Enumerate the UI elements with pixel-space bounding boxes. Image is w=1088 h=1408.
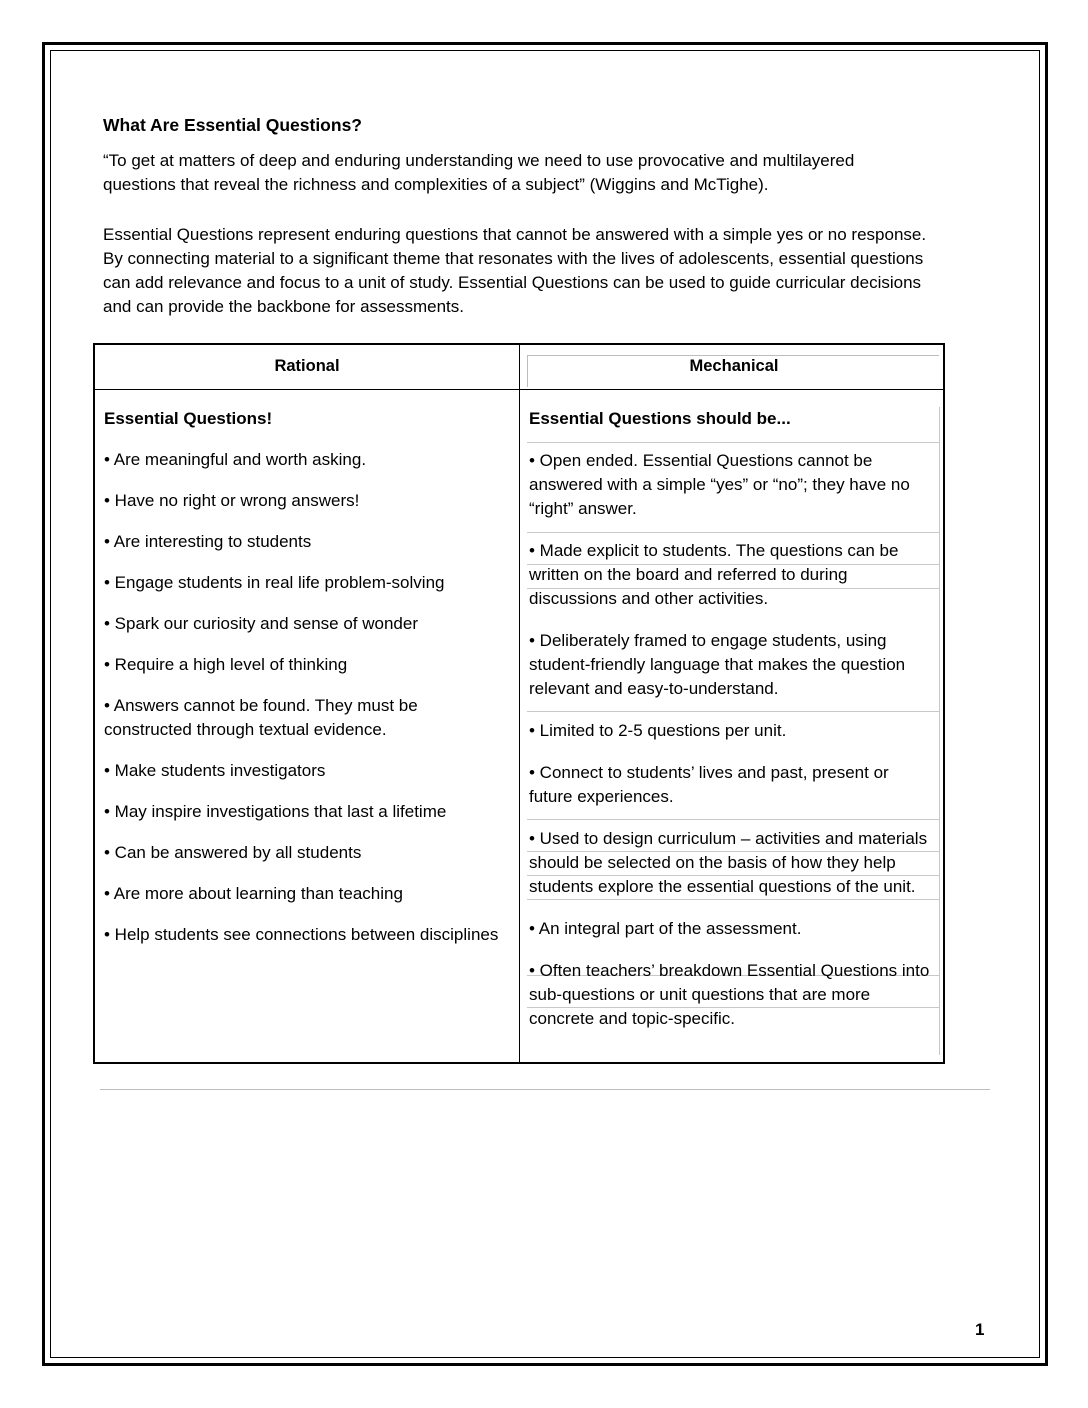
mechanical-item: • Limited to 2-5 questions per unit.: [529, 721, 787, 740]
rational-item: • May inspire investigations that last a lifetime: [104, 802, 447, 821]
rational-item: • Make students investigators: [104, 761, 326, 780]
mechanical-right-edge: [939, 407, 940, 1055]
rational-item: • Can be answered by all students: [104, 843, 362, 862]
rational-column-header: Rational: [274, 357, 340, 375]
rational-item: • Help students see connections between disciplines: [104, 925, 499, 944]
rational-subheading: Essential Questions!: [104, 409, 273, 428]
mechanical-item: • Deliberately framed to engage students, using student-friendly language that makes the question relevant and easy-to-understand.: [529, 631, 906, 698]
mechanical-item: • Open ended. Essential Questions cannot be answered with a simple “yes” or “no”; they have no “right” answer.: [529, 451, 910, 518]
rational-item: • Engage students in real life problem-solving: [104, 573, 445, 592]
rational-item: • Are meaningful and worth asking.: [104, 450, 367, 469]
comparison-table: [93, 343, 945, 1064]
rational-item: • Spark our curiosity and sense of wonder: [104, 614, 419, 633]
mechanical-subheading: Essential Questions should be...: [529, 409, 791, 428]
rational-item: • Answers cannot be found. They must be constructed through textual evidence.: [104, 696, 418, 739]
rational-item: • Are more about learning than teaching: [104, 884, 403, 903]
rational-item: • Are interesting to students: [104, 532, 312, 551]
intro-paragraph: [103, 223, 983, 319]
mechanical-item: • Used to design curriculum – activities and materials should be selected on the basis of how they help students explore the essential questions of the unit.: [529, 829, 928, 896]
mechanical-item: • Often teachers’ breakdown Essential Questions into sub-questions or unit questions that are more concrete and topic-specific.: [529, 961, 930, 1028]
intro-line: By connecting material to a significant theme that resonates with the lives of adolescents, essential questions: [103, 249, 924, 268]
intro-line: can add relevance and focus to a unit of study. Essential Questions can be used to guide curricular decisions: [103, 273, 922, 292]
mechanical-column: [529, 407, 935, 1049]
footer-rule: [100, 1089, 990, 1090]
mechanical-item: • An integral part of the assessment.: [529, 919, 802, 938]
page-number: 1: [975, 1320, 985, 1339]
intro-line: and can provide the backbone for assessments.: [103, 297, 464, 316]
quote-line: questions that reveal the richness and complexities of a subject” (Wiggins and McTighe).: [103, 175, 769, 194]
rational-item: • Require a high level of thinking: [104, 655, 348, 674]
mechanical-item: • Made explicit to students. The questions can be written on the board and referred to during discussions and other activities.: [529, 541, 899, 608]
rational-item: • Have no right or wrong answers!: [104, 491, 360, 510]
quote-paragraph: [103, 149, 983, 197]
mechanical-item: • Connect to students’ lives and past, present or future experiences.: [529, 763, 889, 806]
column-divider: [519, 345, 520, 1062]
rational-column: [104, 407, 504, 964]
quote-line: “To get at matters of deep and enduring understanding we need to use provocative and multilayered: [103, 151, 855, 170]
intro-line: Essential Questions represent enduring questions that cannot be answered with a simple yes or no response.: [103, 225, 927, 244]
page-title: What Are Essential Questions?: [103, 115, 362, 135]
mechanical-column-header: Mechanical: [689, 357, 779, 375]
